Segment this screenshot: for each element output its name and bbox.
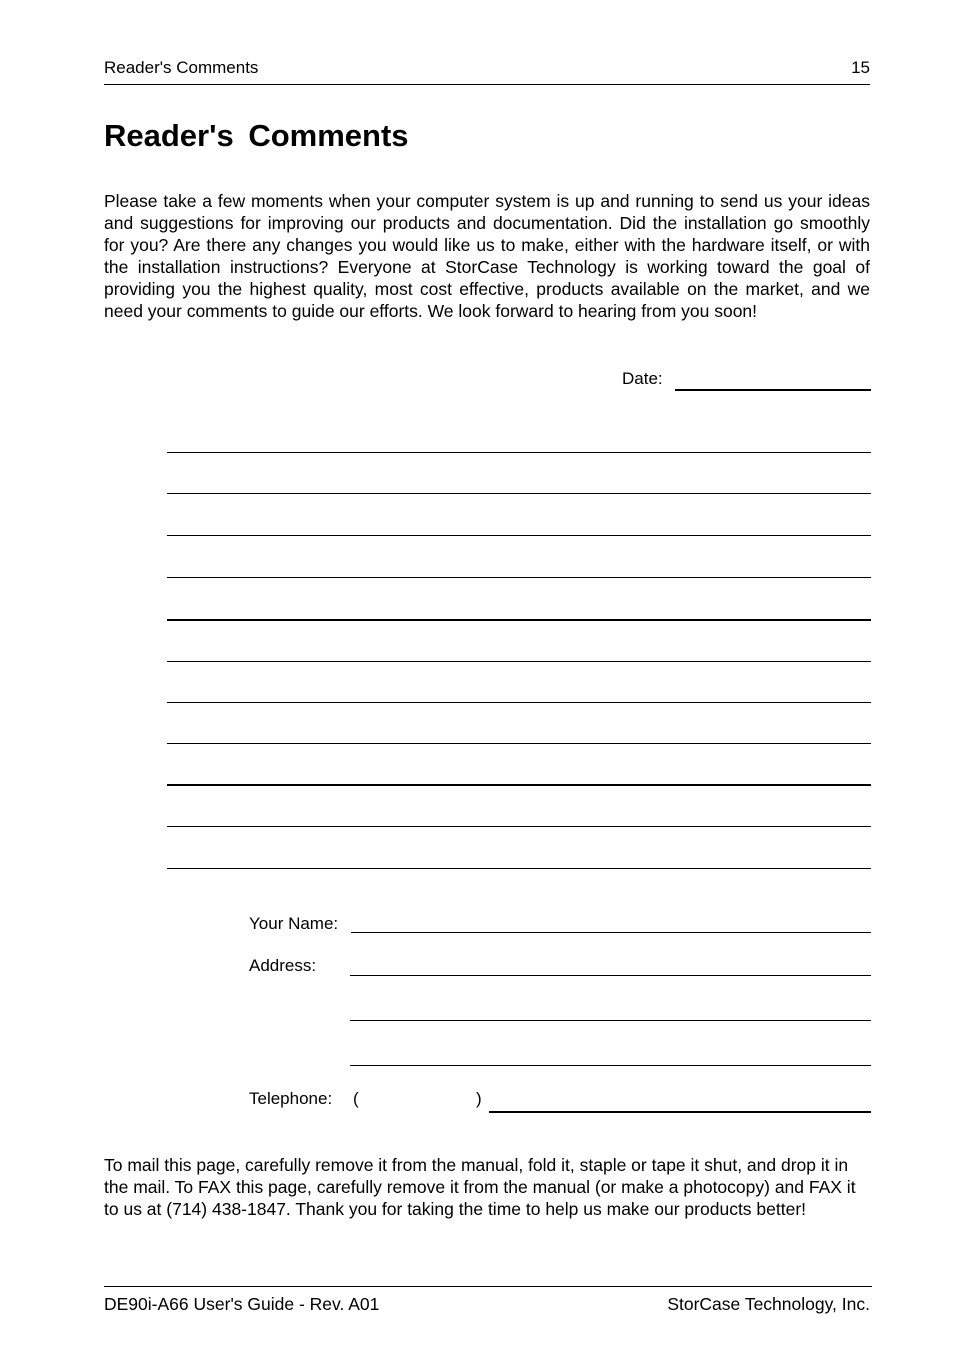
comment-line[interactable] <box>167 702 871 703</box>
running-header-title: Reader's Comments <box>104 58 259 77</box>
name-field-line[interactable] <box>351 932 871 933</box>
comment-line[interactable] <box>167 452 871 453</box>
page-number: 15 <box>851 58 870 77</box>
area-code-close-paren: ) <box>476 1089 482 1108</box>
address-line-1[interactable] <box>350 975 871 976</box>
area-code-open-paren: ( <box>353 1089 359 1108</box>
telephone-label: Telephone: <box>249 1089 333 1108</box>
comment-line[interactable] <box>167 535 871 536</box>
comment-line[interactable] <box>167 661 871 662</box>
comment-line[interactable] <box>167 868 871 869</box>
footer-company: StorCase Technology, Inc. <box>667 1294 870 1314</box>
date-label: Date: <box>622 369 663 388</box>
mailing-instructions: To mail this page, carefully remove it from the manual, fold it, staple or tape it shut, and drop it in the mail. To FAX this page, carefully remove it from the manual (or make a photocopy) and FAX it to us at (714) 438-1847. Thank you for taking the time to help us make our products better! <box>104 1155 856 1219</box>
address-label: Address: <box>249 956 317 975</box>
header-rule <box>104 84 870 85</box>
intro-paragraph: Please take a few moments when your computer system is up and running to send us your ideas and suggestions for improving our products and documentation. Did the installation go smoothly for you? Are there any changes you would like us to make, either with the hardware itself, or with the installation instructions? Everyone at StorCase Technology is working toward the goal of providing you the highest quality, most cost effective, products available on the market, and we need your comments to guide our efforts. We look forward to hearing from you soon! <box>104 191 870 321</box>
footer-document-title: DE90i-A66 User's Guide - Rev. A01 <box>104 1294 380 1314</box>
address-line-2[interactable] <box>350 1020 871 1021</box>
comment-line[interactable] <box>167 619 871 621</box>
telephone-field-line[interactable] <box>489 1111 871 1113</box>
comment-line[interactable] <box>167 784 871 786</box>
address-line-3[interactable] <box>350 1065 871 1066</box>
page-title: Reader's Comments <box>104 118 409 153</box>
footer-rule <box>104 1286 872 1287</box>
comment-line[interactable] <box>167 493 871 494</box>
comment-line[interactable] <box>167 577 871 578</box>
date-field-line[interactable] <box>675 389 871 391</box>
comment-line[interactable] <box>167 743 871 744</box>
comment-line[interactable] <box>167 826 871 827</box>
name-label: Your Name: <box>249 914 339 933</box>
